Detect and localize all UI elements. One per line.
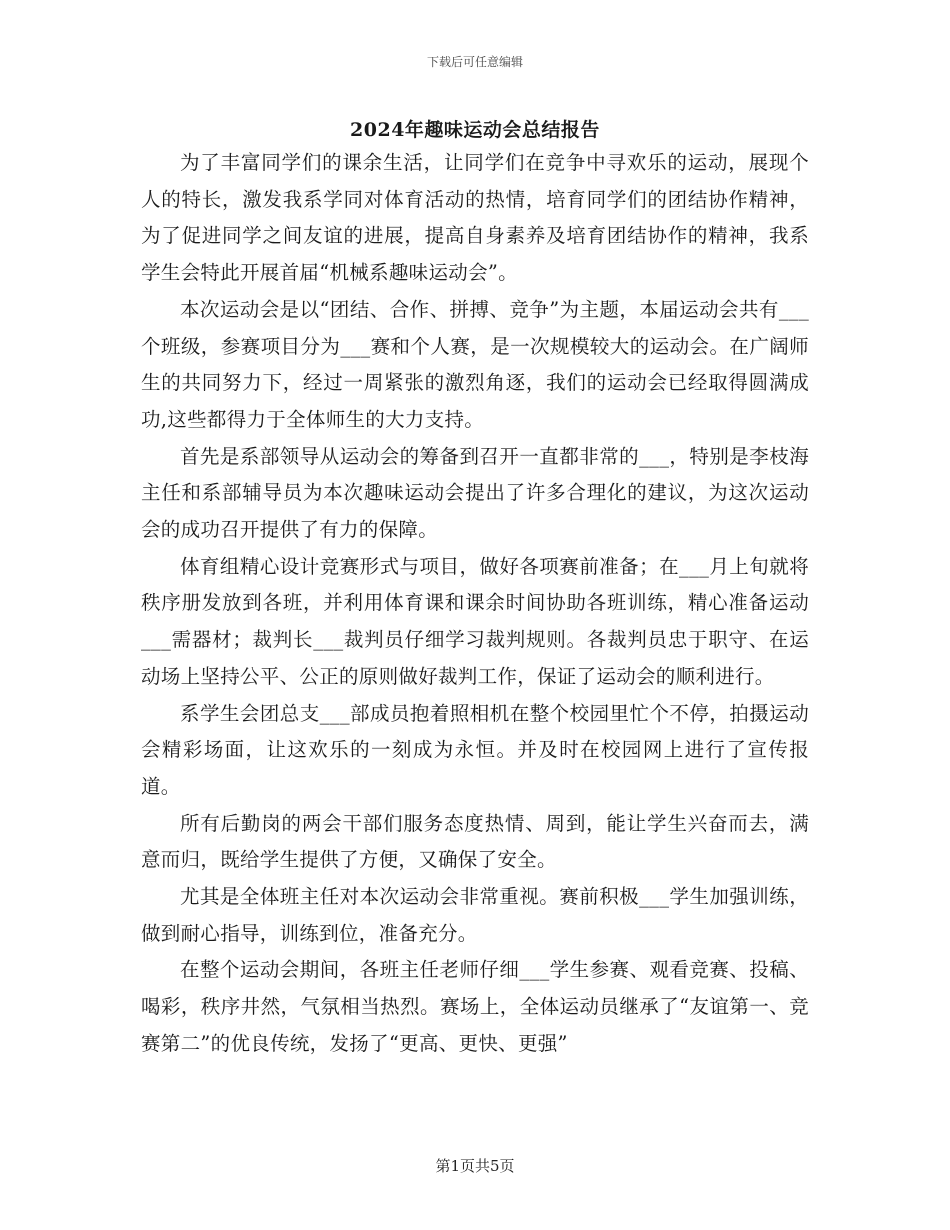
page-number: 第1页共5页 xyxy=(435,1157,515,1175)
paragraph: 体育组精心设计竞赛形式与项目，做好各项赛前准备；在___月上旬就将秩序册发放到各班，并利用体育课和课余时间协助各班训练，精心准备运动___需器材；裁判长___裁判员仔细学习裁判规则。各裁判员忠于职守、在运动场上坚持公平、公正的原则做好裁判工作，保证了运动会的顺利进行。 xyxy=(141,554,809,688)
paragraph: 所有后勤岗的两会干部们服务态度热情、周到，能让学生兴奋而去，满意而归，既给学生提供了方便，又确保了安全。 xyxy=(141,811,809,872)
paragraph: 系学生会团总支___部成员抱着照相机在整个校园里忙个不停，拍摄运动会精彩场面，让这欢乐的一刻成为永恒。并及时在校园网上进行了宣传报道。 xyxy=(141,701,809,798)
paragraph: 在整个运动会期间，各班主任老师仔细___学生参赛、观看竞赛、投稿、喝彩，秩序井然，气氛相当热烈。赛场上，全体运动员继承了“友谊第一、竞赛第二”的优良传统，发扬了“更高、更快、更强” xyxy=(141,958,809,1055)
paragraph: 本次运动会是以“团结、合作、拼搏、竞争”为主题，本届运动会共有___个班级，参赛项目分为___赛和个人赛，是一次规模较大的运动会。在广阔师生的共同努力下，经过一周紧张的激烈角逐，我们的运动会已经取得圆满成功,这些都得力于全体师生的大力支持。 xyxy=(141,297,809,431)
document-body xyxy=(141,145,809,1063)
header-note: 下载后可任意编辑 xyxy=(426,55,523,69)
document-title: 2024年趣味运动会总结报告 xyxy=(350,119,600,141)
paragraph: 为了丰富同学们的课余生活，让同学们在竞争中寻欢乐的运动，展现个人的特长，激发我系学同对体育活动的热情，培育同学们的团结协作精神，为了促进同学之间友谊的进展，提高自身素养及培育团结协作的精神，我系学生会特此开展首届“机械系趣味运动会”。 xyxy=(141,151,809,285)
paragraph: 尤其是全体班主任对本次运动会非常重视。赛前积极___学生加强训练，做到耐心指导，训练到位，准备充分。 xyxy=(141,885,809,945)
paragraph: 首先是系部领导从运动会的筹备到召开一直都非常的___，特别是李枝海主任和系部辅导员为本次趣味运动会提出了许多合理化的建议，为这次运动会的成功召开提供了有力的保障。 xyxy=(141,444,809,542)
